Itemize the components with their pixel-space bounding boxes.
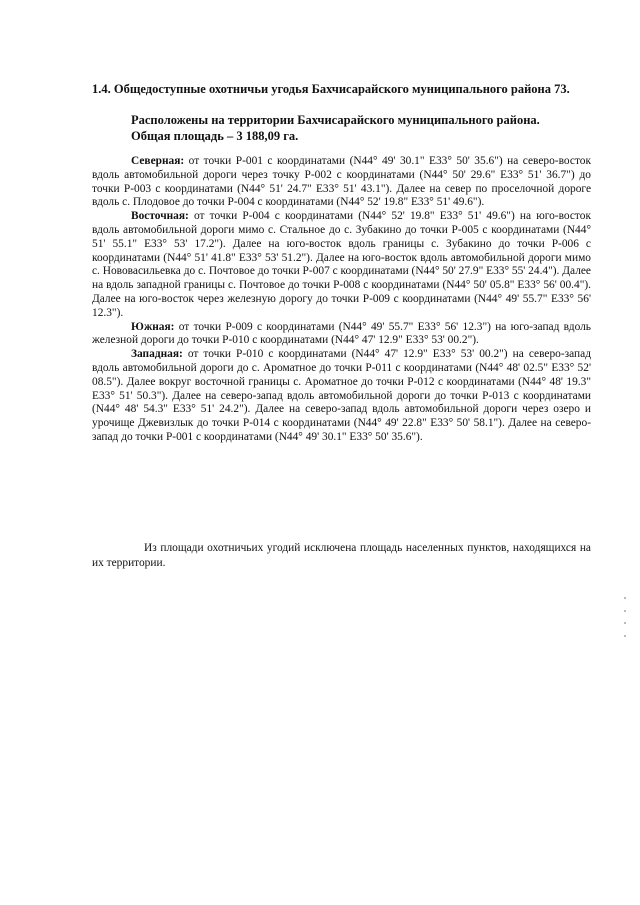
subtitle-block — [131, 112, 591, 144]
boundary-label: Западная: — [131, 348, 183, 361]
scan-dot — [624, 610, 626, 612]
boundary-text: от точки Р-004 с координатами (N44° 52' 19.8" E33° 51' 49.6") на юго-восток вдоль автомобильной дороги мимо с. Стальное до с. Зубакино до точки Р-005 с координатами (N44° 51' 55.1" E33° 53' 17.2"). Далее на юго-восток вдоль границы с. Зубакино до точки Р-006 с координатами (N44° 51' 41.8" E33° 53' 51.2"). Далее на юго-восток вдоль автомобильной дороги мимо с. Нововасильевка до с. Почтовое до точки Р-007 с координатами (N44° 50' 27.9" E33° 55' 24.4"). Далее на вдоль западной границы с. Почтовое до точки Р-008 с координатами (N44° 50' 05.8" E33° 56' 00.4"). Далее на юго-восток через железную дорогу до точки Р-009 с координатами (N44° 49' 55.7" E33° 56' 12.3"). — [92, 210, 591, 319]
boundary-description — [92, 155, 591, 445]
boundary-text: от точки Р-009 с координатами (N44° 49' 55.7" E33° 56' 12.3") на юго-запад вдоль железной дороги до точки Р-010 с координатами (N44° 47' 12.9" E33° 53' 00.2"). — [92, 320, 591, 347]
boundary-north — [92, 155, 591, 210]
section-title: 1.4. Общедоступные охотничьи угодья Бахчисарайского муниципального района 73. — [92, 82, 570, 96]
scan-dot — [624, 635, 626, 637]
boundary-west — [92, 348, 591, 445]
boundary-label: Северная: — [131, 155, 185, 167]
scan-dot — [624, 622, 626, 624]
boundary-text: от точки Р-010 с координатами (N44° 47' 12.9" E33° 53' 00.2") на северо-запад вдоль автомобильной дороги до с. Ароматное до точки Р-011 с координатами (N44° 48' 02.5" E33° 52' 08.5"). Далее вокруг восточной границы с. Ароматное до точки Р-012 с координатами (N44° 48' 19.3" E33° 51' 50.3"). Далее на северо-запад вдоль автомобильной дороги до точки Р-013 с координатами (N44° 48' 54.3" E33° 51' 24.2"). Далее на северо-запад вдоль автомобильной дороги через озеро и урочище Джевизлык до точки Р-014 с координатами (N44° 49' 22.8" E33° 50' 58.1"). Далее на северо-запад до точки Р-001 с координатами (N44° 49' 30.1" E33° 50' 35.6"). — [92, 348, 591, 443]
boundary-south — [92, 321, 591, 349]
boundary-label: Южная: — [131, 320, 175, 333]
location-line: Расположены на территории Бахчисарайского муниципального района. — [131, 113, 540, 127]
scan-dot — [624, 597, 626, 599]
boundary-text: от точки Р-001 с координатами (N44° 49' 30.1" E33° 50' 35.6") на северо-восток вдоль автомобильной дороги через точку Р-002 с координатами (N44° 50' 29.6" E33° 51' 36.7") до точки Р-003 с координатами (N44° 51' 24.7" E33° 51' 43.1"). Далее на север по проселочной дороге вдоль с. Плодовое до точки Р-004 с координатами (N44° 52' 19.8" E33° 51' 49.6"). — [92, 155, 591, 209]
scan-margin-mark — [624, 597, 628, 637]
total-area-line: Общая площадь – 3 188,09 га. — [131, 129, 299, 143]
exclusion-note: Из площади охотничьих угодий исключена площадь населенных пунктов, находящихся на их территории. — [92, 542, 591, 569]
boundary-label: Восточная: — [131, 210, 189, 223]
boundary-east — [92, 210, 591, 320]
